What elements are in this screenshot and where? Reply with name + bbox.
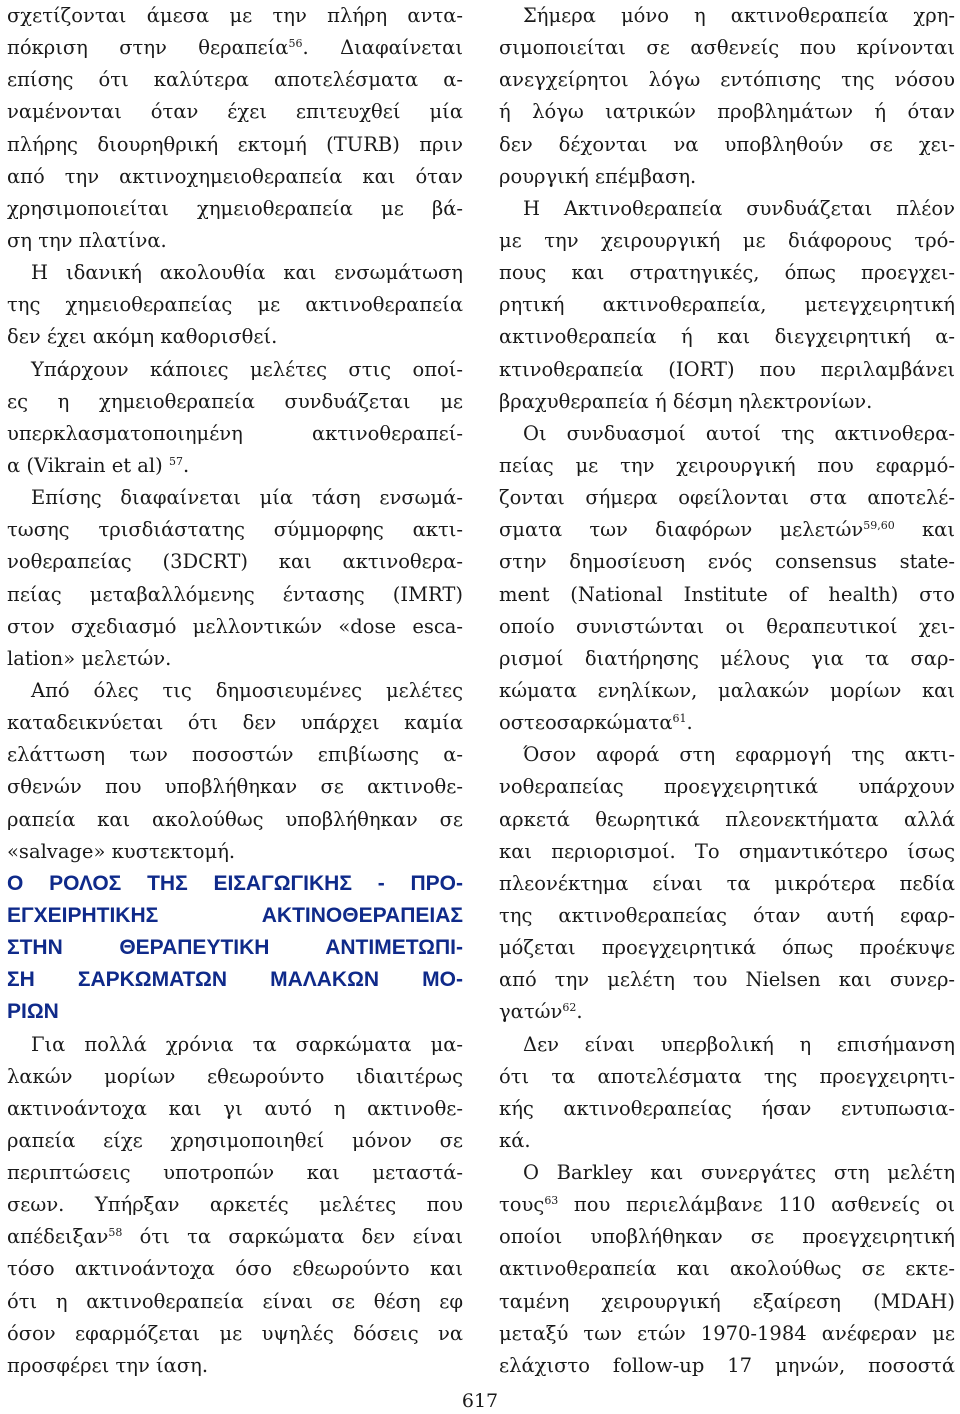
line-text: Επίσης διαφαίνεται μία τάση ενσωμά- (31, 486, 463, 510)
line-text-continued: που περιελάμβανε 110 ασθενείς οι (558, 1193, 955, 1217)
line-text: με την χειρουργική με διάφορους τρό- (499, 228, 955, 252)
line-text: ακτινοθεραπεία ή και διεγχειρητική α- (499, 325, 955, 349)
text-line (499, 611, 955, 643)
text-line (499, 739, 955, 771)
citation-superscript: 63 (544, 1194, 559, 1208)
line-text: στην δημοσίευση ενός consensus state- (499, 550, 955, 574)
line-text: χρησιμοποιείται χημειοθεραπεία με βά- (7, 196, 463, 220)
line-text: από την ακτινοχημειοθεραπεία και όταν (7, 164, 463, 188)
line-text: οστεοσαρκώματα (499, 711, 673, 735)
text-line (499, 482, 955, 514)
line-text: νοθεραπείας προεγχειρητικά υπάρχουν (499, 775, 955, 799)
text-line (7, 450, 463, 482)
text-line (7, 1157, 463, 1189)
line-text: της ακτινοθεραπείας όταν αυτή εφαρ- (499, 903, 955, 927)
line-text-continued: . Διαφαίνεται (302, 36, 463, 60)
section-heading-line (7, 996, 463, 1028)
line-text: ραπεία είχε χρησιμοποιηθεί μόνον σε (7, 1128, 463, 1152)
line-text: ΕΓΧΕΙΡΗΤΙΚΗΣ ΑΚΤΙΝΟΘΕΡΑΠΕΙΑΣ (7, 903, 463, 927)
text-line (7, 1125, 463, 1157)
text-line (499, 836, 955, 868)
text-line (499, 514, 955, 546)
line-text: ρισμοί διατήρησης μέλους για τα σαρ- (499, 646, 955, 670)
text-line (7, 1093, 463, 1125)
text-line (499, 996, 955, 1028)
text-line (7, 386, 463, 418)
text-line (499, 418, 955, 450)
text-line (7, 579, 463, 611)
text-line (499, 161, 955, 193)
line-text: Ο ΡΟΛΟΣ ΤΗΣ ΕΙΣΑΓΩΓΙΚΗΣ - ΠΡΟ- (7, 871, 463, 895)
text-line (7, 546, 463, 578)
line-text: προσφέρει την ίαση. (7, 1353, 209, 1377)
line-text: ζονται σήμερα οφείλονται στα αποτελέ- (499, 486, 955, 510)
text-line (7, 1061, 463, 1093)
line-text: Η Ακτινοθεραπεία συνδυάζεται πλέον (523, 196, 955, 220)
line-text: κώματα ενηλίκων, μαλακών μορίων και (499, 678, 955, 702)
text-line (7, 289, 463, 321)
line-text: γατών (499, 1000, 563, 1024)
line-text: Σήμερα μόνο η ακτινοθεραπεία χρη- (523, 4, 955, 27)
text-line (499, 675, 955, 707)
line-text: πείας με την χειρουργική που εφαρμό- (499, 453, 955, 477)
line-text: επίσης ότι καλύτερα αποτελέσματα α- (7, 68, 463, 92)
text-line (499, 1253, 955, 1285)
citation-superscript: 57 (168, 454, 183, 468)
text-line (499, 771, 955, 803)
text-line (499, 1286, 955, 1318)
line-text: ότι τα αποτελέσματα της προεγχειρητι- (499, 1064, 955, 1088)
line-text: ότι η ακτινοθεραπεία είναι σε θέση εφ (7, 1289, 463, 1313)
line-text: αρκετά θεωρητικά πλεονεκτήματα αλλά (499, 807, 955, 831)
line-text: Από όλες τις δημοσιευμένες μελέτες (31, 678, 463, 702)
text-line (7, 321, 463, 353)
citation-superscript: 58 (108, 1226, 123, 1240)
line-text: ρητική ακτινοθεραπεία, μετεγχειρητική (499, 293, 955, 317)
line-text: υπερκλασματοποιημένη ακτινοθεραπεί- (7, 421, 463, 445)
line-text: σματα των διαφόρων μελετών (499, 518, 864, 542)
line-text: σχετίζονται άμεσα με την πλήρη αντα- (7, 4, 463, 27)
line-text: στον σχεδιασμό μελλοντικών «dose esca- (7, 614, 463, 638)
text-line (7, 675, 463, 707)
page-number: 617 (461, 1390, 499, 1412)
line-text: ανεγχείρητοι λόγω εντόπισης της νόσου (499, 68, 955, 92)
line-text: Όσον αφορά στη εφαρμογή της ακτι- (523, 743, 955, 767)
line-text: οποίοι υποβλήθηκαν σε προεγχειρητική (499, 1225, 955, 1249)
line-text: νοθεραπείας (3DCRT) και ακτινοθερα- (7, 550, 463, 574)
line-text: δεν έχει ακόμη καθορισθεί. (7, 325, 278, 349)
citation-superscript: 61 (672, 712, 687, 726)
text-line (7, 482, 463, 514)
line-text: ment (National Institute of health) στο (499, 582, 955, 606)
text-line (499, 868, 955, 900)
line-text: Ο Barkley και συνεργάτες στη μελέτη (523, 1161, 955, 1185)
line-text: ή λόγω ιατρικών προβλημάτων ή όταν (499, 100, 955, 124)
text-line (7, 129, 463, 161)
line-text: λακών μορίων εθεωρούντο ιδιαιτέρως (7, 1064, 463, 1088)
line-text: οποίο συνιστώνται οι θεραπευτικοί χει- (499, 614, 955, 638)
line-text: κτινοθεραπεία (IORT) που περιλαμβάνει (499, 357, 955, 381)
line-text: τωσης τρισδιάστατης σύμμορφης ακτι- (7, 518, 463, 542)
text-line (499, 1318, 955, 1350)
section-heading-line (7, 964, 463, 996)
text-line (7, 225, 463, 257)
line-text: ναμένονται όταν έχει επιτευχθεί μία (7, 100, 463, 124)
text-line (499, 546, 955, 578)
line-text: Για πολλά χρόνια τα σαρκώματα μα- (31, 1032, 463, 1056)
line-text: Η ιδανική ακολουθία και ενσωμάτωση (31, 261, 463, 285)
line-text: ΡΙΩΝ (7, 1000, 59, 1024)
text-line (7, 0, 463, 32)
text-line (7, 514, 463, 546)
text-line (499, 225, 955, 257)
line-text: πόκριση στην θεραπεία (7, 36, 289, 60)
line-text-continued: . (576, 1000, 583, 1024)
text-line (499, 32, 955, 64)
line-text: τους (499, 1193, 545, 1217)
text-line (499, 1350, 955, 1382)
text-line (499, 321, 955, 353)
line-text: πους και στρατηγικές, όπως προεγχει- (499, 261, 955, 285)
text-line (499, 643, 955, 675)
citation-superscript: 56 (288, 37, 303, 51)
text-line (7, 32, 463, 64)
text-line (499, 1061, 955, 1093)
text-line (499, 707, 955, 739)
line-text: τόσο ακτινοάντοχα όσο εθεωρούντο και (7, 1257, 463, 1281)
line-text-continued: ότι τα σαρκώματα δεν είναι (122, 1225, 463, 1249)
line-text: Υπάρχουν κάποιες μελέτες στις οποί- (31, 357, 463, 381)
text-line (7, 64, 463, 96)
line-text: βραχυθεραπεία ή δέσμη ηλεκτρονίων. (499, 389, 873, 413)
text-line (7, 1253, 463, 1285)
line-text: ταμένη χειρουργική εξαίρεση (MDAH) (499, 1289, 955, 1313)
line-text: lation» μελετών. (7, 646, 172, 670)
text-line (7, 643, 463, 675)
text-line (499, 386, 955, 418)
line-text: «salvage» κυστεκτομή. (7, 839, 236, 863)
line-text: κά. (499, 1128, 531, 1152)
left-column (7, 0, 463, 1382)
text-line (7, 1221, 463, 1253)
line-text: πλεονέκτημα είναι τα μικρότερα πεδία (499, 871, 955, 895)
line-text: ρουργική επέμβαση. (499, 164, 697, 188)
text-line (7, 836, 463, 868)
text-line (7, 1029, 463, 1061)
text-line (499, 354, 955, 386)
line-text: πείας μεταβαλλόμενης έντασης (IMRT) (7, 582, 463, 606)
line-text: ελάχιστο follow-up 17 μηνών, ποσοστά (499, 1353, 955, 1377)
text-line (499, 579, 955, 611)
text-line (7, 193, 463, 225)
section-heading-line (7, 900, 463, 932)
text-line (7, 1189, 463, 1221)
text-line (7, 257, 463, 289)
text-line (7, 96, 463, 128)
text-line (7, 354, 463, 386)
line-text: Οι συνδυασμοί αυτοί της ακτινοθερα- (523, 421, 955, 445)
text-line (499, 964, 955, 996)
line-text: περιπτώσεις υποτροπών και μεταστά- (7, 1161, 463, 1185)
line-text: ραπεία και ακολούθως υποβλήθηκαν σε (7, 807, 463, 831)
text-line (499, 1221, 955, 1253)
text-line (7, 739, 463, 771)
text-line (7, 1286, 463, 1318)
line-text: Δεν είναι υπερβολική η επισήμανση (523, 1032, 955, 1056)
line-text: από την μελέτη του Nielsen και συνερ- (499, 968, 955, 992)
citation-superscript: 62 (562, 1001, 577, 1015)
line-text: ση την πλατίνα. (7, 228, 167, 252)
text-line (499, 1125, 955, 1157)
text-line (499, 289, 955, 321)
line-text: ΣΤΗΝ ΘΕΡΑΠΕΥΤΙΚΗ ΑΝΤΙΜΕΤΩΠΙ- (7, 936, 463, 960)
line-text: σιμοποιείται σε ασθενείς που κρίνονται (499, 36, 955, 60)
line-text-continued: . (686, 711, 693, 735)
line-text: μόζεται προεγχειρητικά όπως προέκυψε (499, 936, 955, 960)
line-text: σθενών που υποβλήθηκαν σε ακτινοθε- (7, 775, 463, 799)
line-text: πλήρης διουρηθρική εκτομή (TURB) πριν (7, 132, 463, 156)
line-text: σεων. Υπήρξαν αρκετές μελέτες που (7, 1193, 463, 1217)
line-text: καταδεικνύεται ότι δεν υπάρχει καμία (7, 711, 463, 735)
line-text: ελάττωση των ποσοστών επιβίωσης α- (7, 743, 463, 767)
text-line (499, 1029, 955, 1061)
text-line (499, 1189, 955, 1221)
text-line (499, 1093, 955, 1125)
text-line (499, 257, 955, 289)
text-line (499, 450, 955, 482)
citation-superscript: 59,60 (863, 519, 895, 533)
line-text: κής ακτινοθεραπείας ήσαν εντυπωσια- (499, 1096, 955, 1120)
line-text: απέδειξαν (7, 1225, 109, 1249)
text-line (499, 96, 955, 128)
text-line (7, 707, 463, 739)
text-line (7, 161, 463, 193)
line-text: α (Vikrain et al) (7, 453, 169, 477)
line-text: όσον εφαρμόζεται με υψηλές δόσεις να (7, 1321, 463, 1345)
text-line (499, 0, 955, 32)
line-text-continued: και (894, 518, 955, 542)
right-column (499, 0, 955, 1382)
text-line (7, 804, 463, 836)
line-text: ακτινοάντοχα και γι αυτό η ακτινοθε- (7, 1096, 463, 1120)
line-text: μεταξύ των ετών 1970-1984 ανέφεραν με (499, 1321, 955, 1345)
text-line (499, 900, 955, 932)
text-line (7, 1350, 463, 1382)
text-line (499, 804, 955, 836)
line-text: και περιορισμοί. Το σημαντικότερο ίσως (499, 839, 955, 863)
line-text: ες η χημειοθεραπεία συνδυάζεται με (7, 389, 463, 413)
text-line (499, 932, 955, 964)
text-line (7, 611, 463, 643)
text-line (7, 771, 463, 803)
line-text: ΣΗ ΣΑΡΚΩΜΑΤΩΝ ΜΑΛΑΚΩΝ ΜΟ- (7, 968, 463, 992)
section-heading-line (7, 868, 463, 900)
text-line (7, 418, 463, 450)
text-line (499, 1157, 955, 1189)
section-heading-line (7, 932, 463, 964)
line-text: της χημειοθεραπείας με ακτινοθεραπεία (7, 293, 463, 317)
text-line (499, 64, 955, 96)
text-line (499, 193, 955, 225)
line-text-continued: . (182, 453, 190, 477)
text-line (7, 1318, 463, 1350)
text-line (499, 129, 955, 161)
line-text: ακτινοθεραπεία και ακολούθως σε εκτε- (499, 1257, 955, 1281)
line-text: δεν δέχονται να υποβληθούν σε χει- (499, 132, 955, 156)
